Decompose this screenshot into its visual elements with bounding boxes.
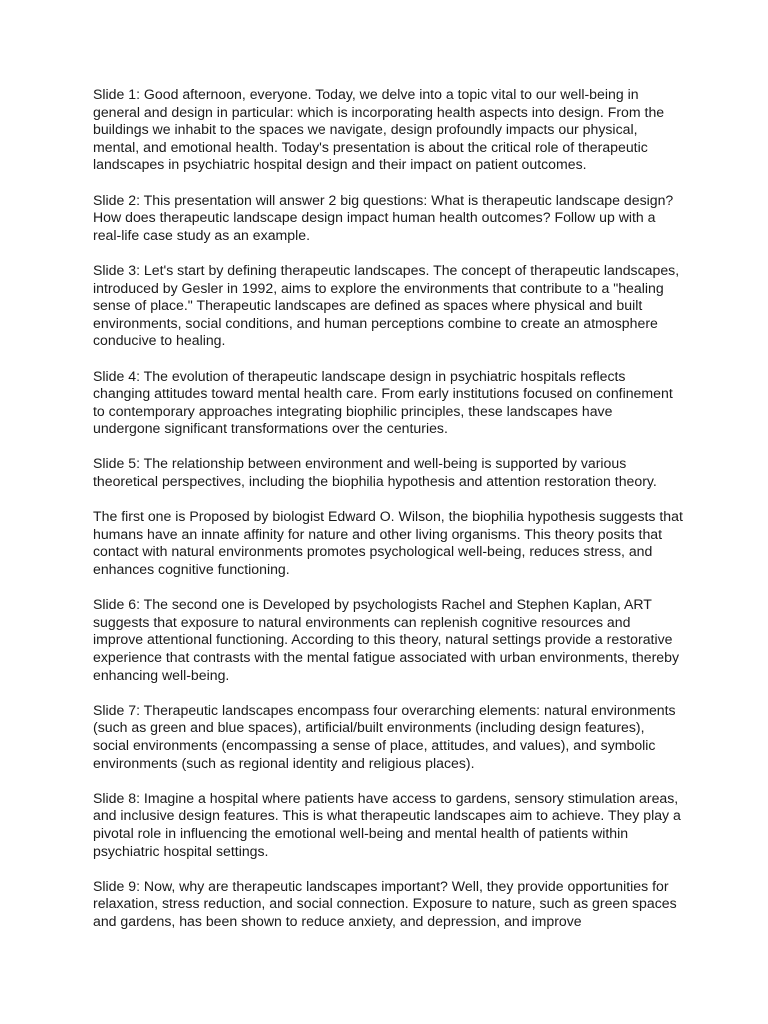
- document-page: [93, 86, 683, 931]
- paragraph-slide-5: Slide 5: The relationship between environment and well-being is supported by various theoretical perspectives, including the biophilia hypothesis and attention restoration theory.: [93, 455, 657, 490]
- paragraph-biophilia: The first one is Proposed by biologist Edward O. Wilson, the biophilia hypothesis suggests that humans have an innate affinity for nature and other living organisms. This theory posits that contact with natural environments promotes psychological well-being, reduces stress, and enhances cognitive functioning.: [93, 508, 683, 578]
- paragraph-slide-6: Slide 6: The second one is Developed by psychologists Rachel and Stephen Kaplan, ART suggests that exposure to natural environments can replenish cognitive resources and improve attentional functioning. According to this theory, natural settings provide a restorative experience that contrasts with the mental fatigue associated with urban environments, thereby enhancing well-being.: [93, 596, 679, 683]
- paragraph-slide-8: Slide 8: Imagine a hospital where patients have access to gardens, sensory stimulation areas, and inclusive design features. This is what therapeutic landscapes aim to achieve. They play a pivotal role in influencing the emotional well-being and mental health of patients within psychiatric hospital settings.: [93, 789, 681, 859]
- paragraph-slide-2: Slide 2: This presentation will answer 2 big questions: What is therapeutic landscape design? How does therapeutic landscape design impact human health outcomes? Follow up with a real-life case study as an example.: [93, 191, 674, 243]
- paragraph-slide-4: Slide 4: The evolution of therapeutic landscape design in psychiatric hospitals reflects changing attitudes toward mental health care. From early institutions focused on confinement to contemporary approaches integrating biophilic principles, these landscapes have undergone significant transformations over the centuries.: [93, 367, 673, 437]
- paragraph-slide-9: Slide 9: Now, why are therapeutic landscapes important? Well, they provide opportunities for relaxation, stress reduction, and social connection. Exposure to nature, such as green spaces and gardens, has been shown to reduce anxiety, and depression, and improve: [93, 877, 677, 929]
- paragraph-slide-7: Slide 7: Therapeutic landscapes encompass four overarching elements: natural environments (such as green and blue spaces), artificial/built environments (including design features), social environments (encompassing a sense of place, attitudes, and values), and symbolic environments (such as regional identity and religious places).: [93, 701, 676, 771]
- paragraph-slide-1: Slide 1: Good afternoon, everyone. Today, we delve into a topic vital to our well-being in general and design in particular: which is incorporating health aspects into design. From the buildings we inhabit to the spaces we navigate, design profoundly impacts our physical, mental, and emotional health. Today's presentation is about the critical role of therapeutic landscapes in psychiatric hospital design and their impact on patient outcomes.: [93, 86, 665, 173]
- paragraph-slide-3: Slide 3: Let's start by defining therapeutic landscapes. The concept of therapeutic landscapes, introduced by Gesler in 1992, aims to explore the environments that contribute to a "healing sense of place." Therapeutic landscapes are defined as spaces where physical and built environments, social conditions, and human perceptions combine to create an atmosphere conducive to healing.: [93, 261, 680, 349]
